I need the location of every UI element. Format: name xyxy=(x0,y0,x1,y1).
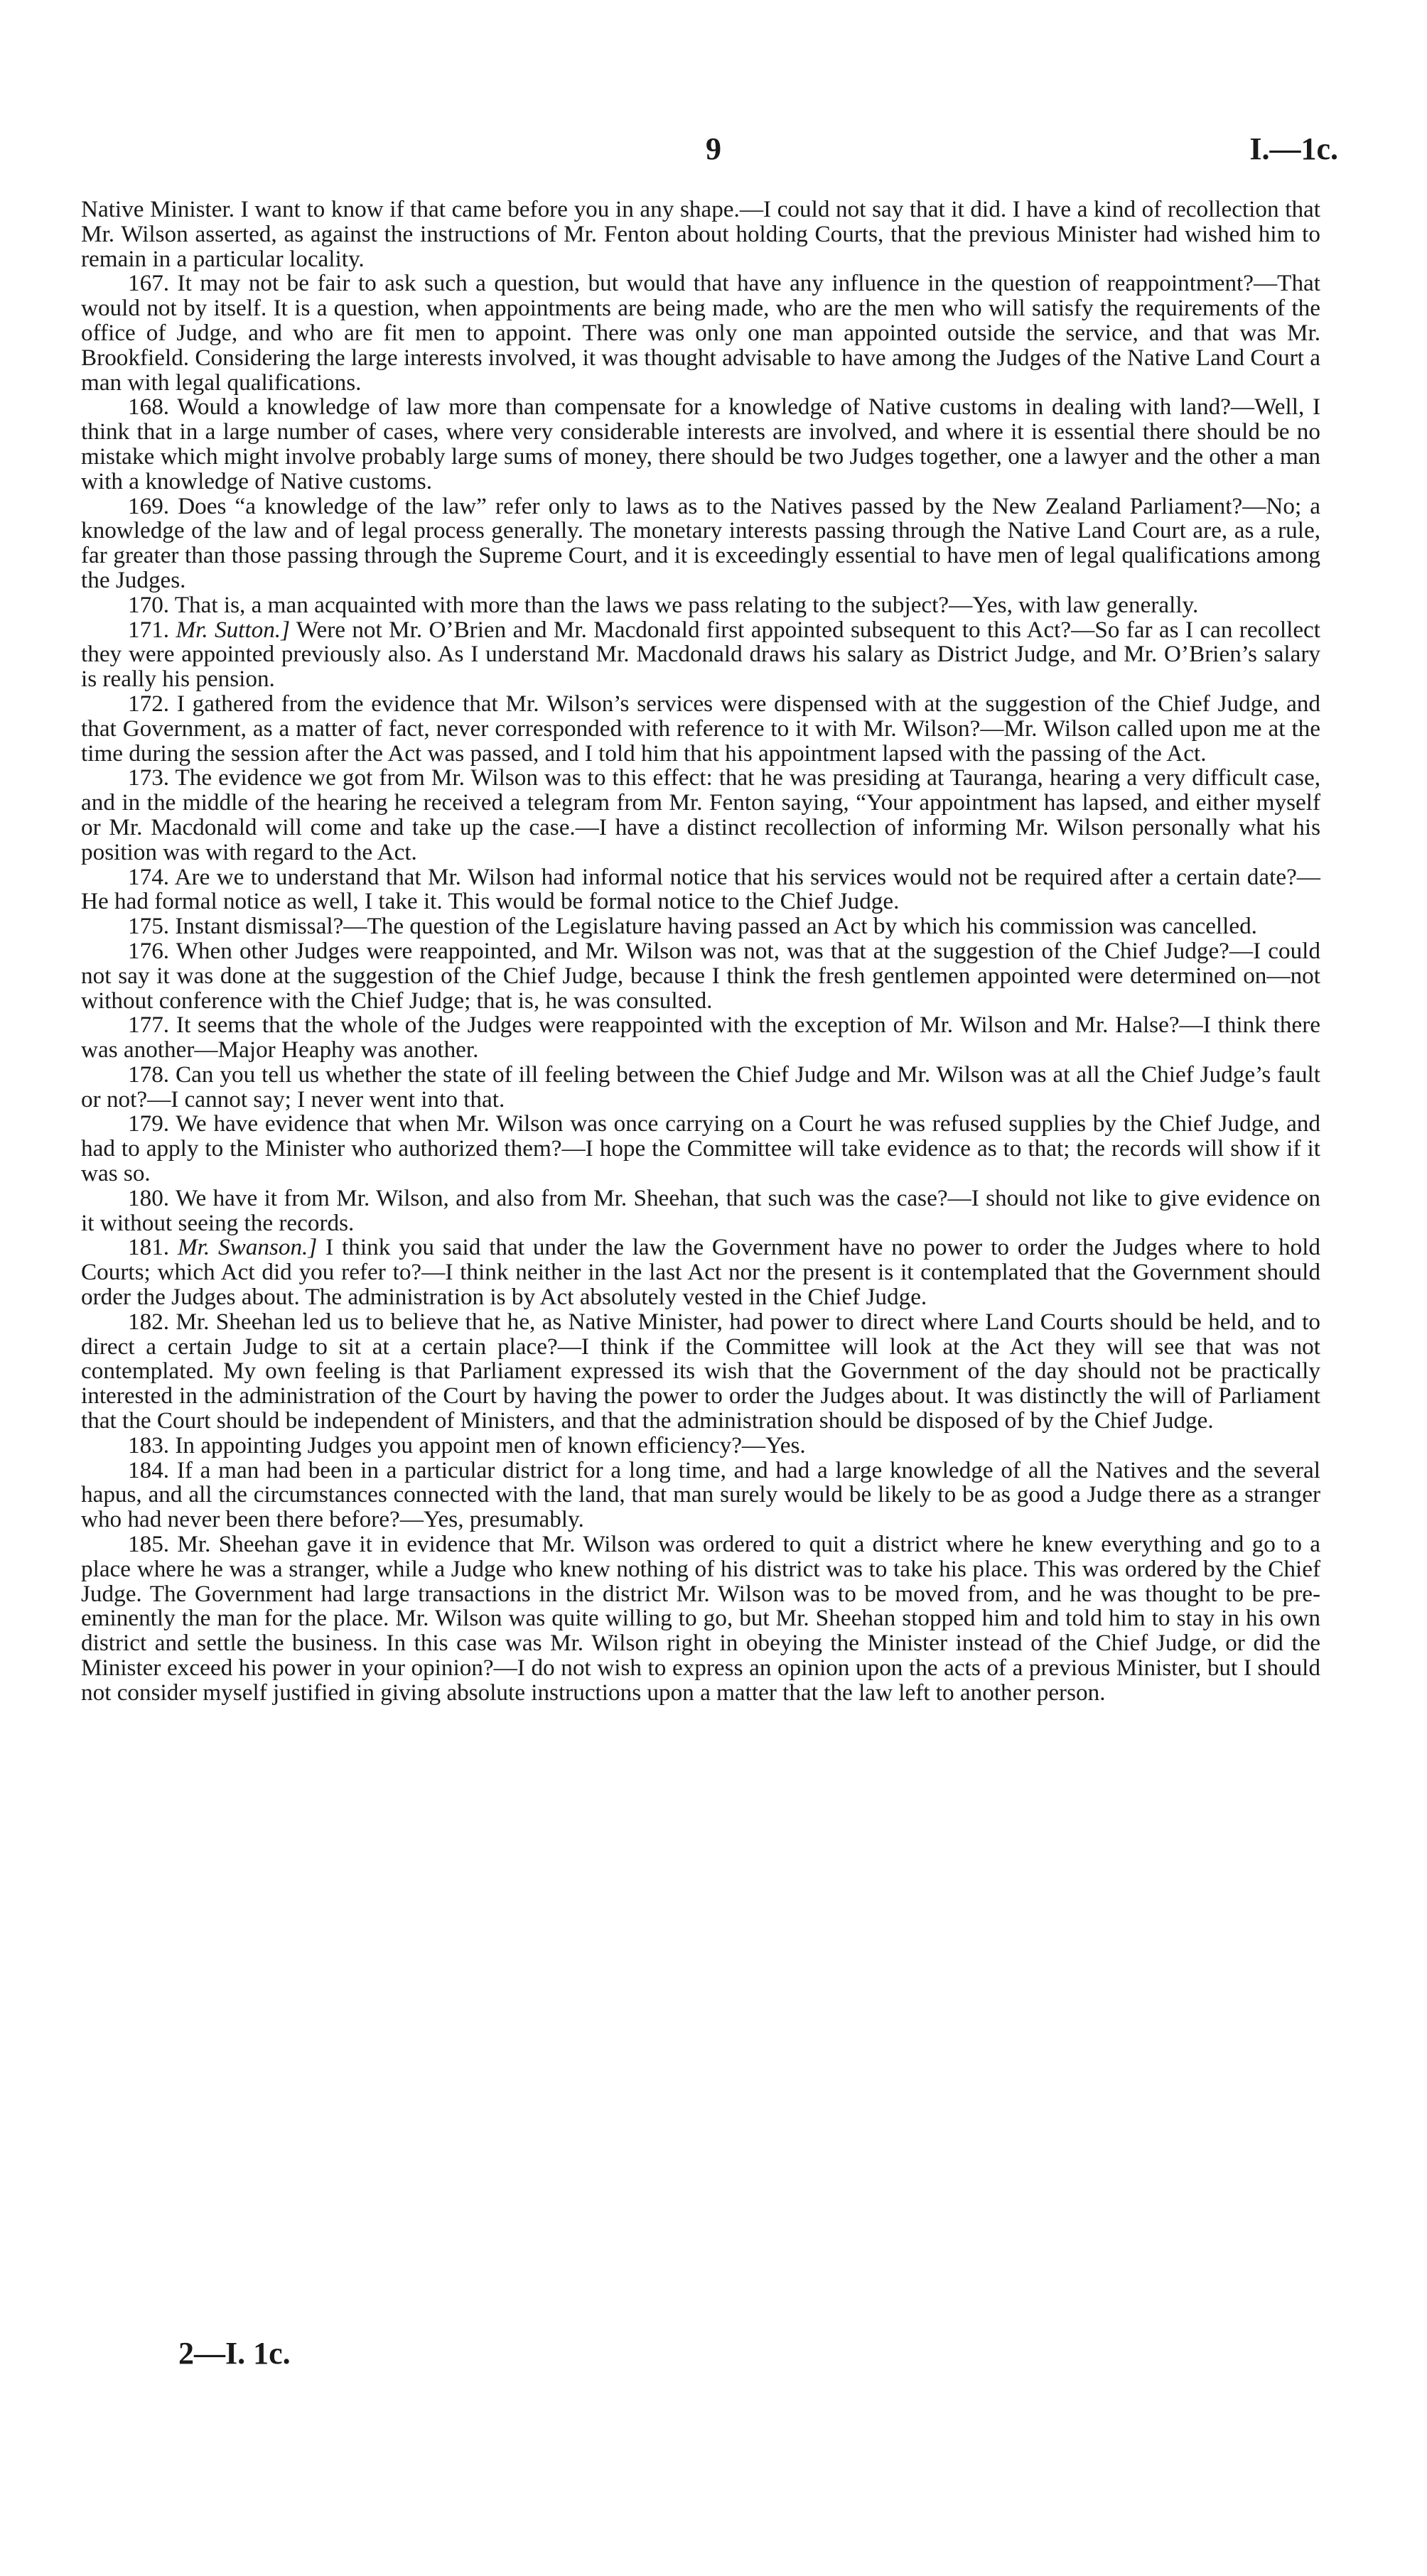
paragraph-text: That is, a man acquainted with more than the laws we pass relating to the subject?—Yes, with law generally. xyxy=(174,591,1199,618)
speaker-name: Mr. Sutton.] xyxy=(176,616,291,643)
question-169 xyxy=(81,494,1320,593)
page-number: 9 xyxy=(706,131,721,166)
signature-reference: 2—I. 1c. xyxy=(178,2336,291,2371)
question-number: 178. xyxy=(128,1061,170,1088)
paragraph-continued xyxy=(81,197,1320,271)
question-number: 185. xyxy=(128,1531,170,1558)
question-179 xyxy=(81,1112,1320,1186)
question-178 xyxy=(81,1063,1320,1113)
question-176 xyxy=(81,939,1320,1013)
question-185 xyxy=(81,1532,1320,1706)
question-number: 175. xyxy=(128,913,170,940)
question-number: 173. xyxy=(128,764,170,791)
question-183 xyxy=(81,1434,1320,1459)
question-173 xyxy=(81,766,1320,865)
question-number: 177. xyxy=(128,1012,170,1039)
question-174 xyxy=(81,865,1320,915)
paragraph-text: Native Minister. I want to know if that came before you in any shape.—I could not say that it did. I have a kind of recollection that Mr. Wilson asserted, as against the instructions of Mr. Fenton about holding Courts, that the previous Minister had wished him to remain in a particular locality. xyxy=(81,196,1320,272)
question-172 xyxy=(81,692,1320,766)
question-number: 184. xyxy=(128,1456,170,1483)
paragraph-text: I think you said that under the law the Government have no power to order the Judges where to hold Courts; which Act did you refer to?—I think neither in the last Act nor the present is it contemplated that the Government should order the Judges about. The administration is by Act absolutely vested in the Chief Judge. xyxy=(81,1234,1321,1311)
paragraph-text: Were not Mr. O’Brien and Mr. Macdonald first appointed subsequent to this Act?—So far as I can recollect they were appointed previously also. As I understand Mr. Macdonald draws his salary as District Judge, and Mr. O’Brien’s salary is really his pension. xyxy=(81,616,1321,693)
paragraph-text: I gathered from the evidence that Mr. Wilson’s services were dispensed with at the suggestion of the Chief Judge, and that Government, as a matter of fact, never corresponded with reference to it with Mr. Wilson?—Mr. Wilson called upon me at the time during the session after the Act was passed, and I told him that his appointment lapsed with the passing of the Act. xyxy=(81,690,1320,767)
question-184 xyxy=(81,1456,1320,1533)
question-171 xyxy=(81,618,1320,692)
question-number: 172. xyxy=(128,690,170,717)
document-reference: I.—1c. xyxy=(1249,131,1338,166)
paragraph-text: In appointing Judges you appoint men of known efficiency?—Yes. xyxy=(175,1432,806,1459)
speaker-name: Mr. Swanson.] xyxy=(177,1234,318,1261)
paragraph-text: Would a knowledge of law more than compensate for a knowledge of Native customs in dealing with land?—Well, I think that in a large number of cases, where very considerable interests are involved, and where it is essential there should be no mistake which might involve probably large sums of money, there should be two Judges together, one a lawyer and the other a man with a knowledge of Native customs. xyxy=(81,394,1321,494)
question-number: 167. xyxy=(128,270,170,297)
paragraph-text: It may not be fair to ask such a question, but would that have any influence in the question of reappointment?—That would not by itself. It is a question, when appointments are being made, who are the men who will satisfy the requirements of the office of Judge, and who are fit men to appoint. There was only one man appointed outside the service, and that was Mr. Brookfield. Considering the large interests involved, it was thought advisable to have among the Judges of the Native Land Court a man with legal qualifications. xyxy=(81,270,1321,396)
question-168 xyxy=(81,395,1320,494)
question-number: 170. xyxy=(128,591,170,618)
question-180 xyxy=(81,1186,1320,1236)
question-number: 182. xyxy=(128,1308,170,1335)
paragraph-text: We have evidence that when Mr. Wilson was once carrying on a Court he was refused supplies by the Chief Judge, and had to apply to the Minister who authorized them?—I hope the Committee will take evidence as to that; the records will show if it was so. xyxy=(81,1110,1320,1187)
paragraph-text: If a man had been in a particular district for a long time, and had a large knowledge of all the Natives and the several hapus, and all the circumstances connected with the land, that man surely would be likely to be as good a Judge there as a stranger who had never been there before?—Yes, presumably. xyxy=(81,1456,1320,1533)
paragraph-text: Does “a knowledge of the law” refer only to laws as to the Natives passed by the New Zealand Parliament?—No; a knowledge of the law and of legal process generally. The monetary interests passing through the Native Land Court are, as a rule, far greater than those passing through the Supreme Court, and it is exceedingly essential to have men of legal qualifications among the Judges. xyxy=(81,492,1320,593)
question-number: 176. xyxy=(128,937,170,964)
question-number: 179. xyxy=(128,1110,170,1137)
question-number: 181. xyxy=(128,1234,170,1261)
paragraph-text: The evidence we got from Mr. Wilson was to this effect: that he was presiding at Tauranga, hearing a very difficult case, and in the middle of the hearing he received a telegram from Mr. Fenton saying, “Your appointment has lapsed, and either myself or Mr. Macdonald will come and take up the case.—I have a distinct recollection of informing Mr. Wilson personally what his position was with regard to the Act. xyxy=(81,764,1320,865)
question-number: 171. xyxy=(128,616,170,643)
paragraph-text: Can you tell us whether the state of ill feeling between the Chief Judge and Mr. Wilson was at all the Chief Judge’s fault or not?—I cannot say; I never went into that. xyxy=(81,1061,1321,1113)
paragraph-text: We have it from Mr. Wilson, and also from Mr. Sheehan, that such was the case?—I should not like to give evidence on it without seeing the records. xyxy=(81,1184,1320,1236)
paragraph-text: It seems that the whole of the Judges were reappointed with the exception of Mr. Wilson and Mr. Halse?—I think there was another—Major Heaphy was another. xyxy=(81,1012,1320,1064)
paragraph-text: Mr. Sheehan gave it in evidence that Mr. Wilson was ordered to quit a district where he knew everything and go to a place where he was a stranger, while a Judge who knew nothing of his district was to take his place. This was ordered by the Chief Judge. The Government had large transactions in the district Mr. Wilson was to be moved from, and he was thought to be pre-eminently the man for the place. Mr. Wilson was quite willing to go, but Mr. Sheehan stopped him and told him to stay in his own district and settle the business. In this case was Mr. Wilson right in obeying the Minister instead of the Chief Judge, or did the Minister exceed his power in your opinion?—I do not wish to express an opinion upon the acts of a previous Minister, but I should not consider myself justified in giving absolute instructions upon a matter that the law left to another person. xyxy=(81,1531,1320,1706)
question-number: 180. xyxy=(128,1184,170,1211)
question-number: 168. xyxy=(128,394,170,421)
question-177 xyxy=(81,1013,1320,1063)
paragraph-text: Instant dismissal?—The question of the Legislature having passed an Act by which his commission was cancelled. xyxy=(175,913,1257,940)
question-number: 169. xyxy=(128,492,170,519)
question-167 xyxy=(81,271,1320,395)
question-181 xyxy=(81,1235,1320,1309)
paragraph-text: Are we to understand that Mr. Wilson had informal notice that his services would not be required after a certain date?—He had formal notice as well, I take it. This would be formal notice to the Chief Judge. xyxy=(81,863,1320,915)
question-175 xyxy=(81,914,1320,939)
question-number: 183. xyxy=(128,1432,170,1459)
question-170 xyxy=(81,593,1320,618)
question-182 xyxy=(81,1310,1320,1434)
question-number: 174. xyxy=(128,863,170,890)
paragraph-text: Mr. Sheehan led us to believe that he, as Native Minister, had power to direct where Land Courts should be held, and to direct a certain Judge to sit at a certain place?—I think if the Committee will look at the Act they will see that was not contemplated. My own feeling is that Parliament expressed its wish that the Government of the day should not be practically interested in the administration of the Court by having the power to order the Judges about. It was distinctly the will of Parliament that the Court should be independent of Ministers, and that the administration should be disposed of by the Chief Judge. xyxy=(81,1308,1320,1434)
paragraph-text: When other Judges were reappointed, and Mr. Wilson was not, was that at the suggestion of the Chief Judge?—I could not say it was done at the suggestion of the Chief Judge, because I think the fresh gentlemen appointed were determined on—not without conference with the Chief Judge; that is, he was consulted. xyxy=(81,937,1320,1014)
document-body xyxy=(81,197,1320,1706)
